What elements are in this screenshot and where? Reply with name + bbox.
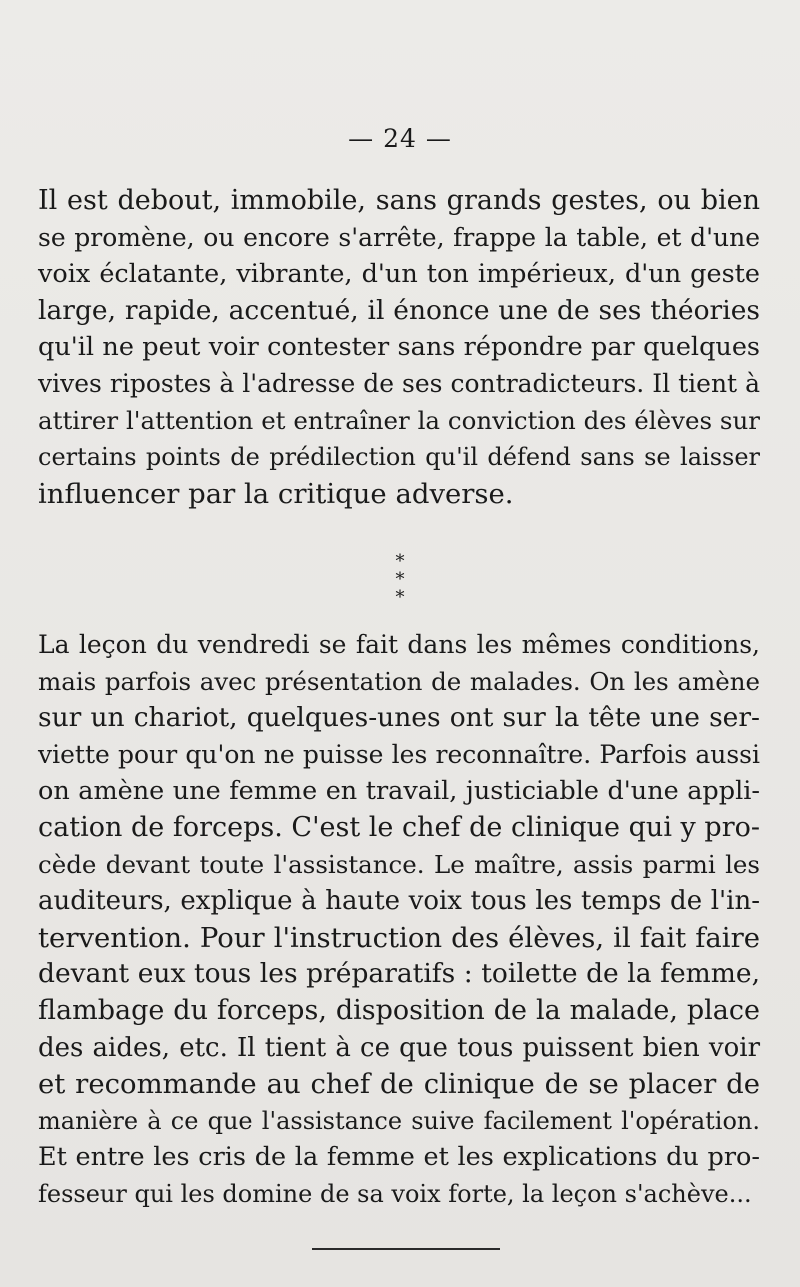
text-line: des aides, etc. Il tient à ce que tous puissent bien voir (38, 1032, 760, 1063)
text-line: devant eux tous les préparatifs : toilette de la femme, (38, 958, 760, 990)
text-line: La leçon du vendredi se fait dans les mêmes conditions, (38, 630, 760, 659)
text-line: flambage du forceps, disposition de la malade, place (38, 994, 760, 1026)
asterism-separator (370, 551, 430, 608)
text-line: se promène, ou encore s'arrête, frappe la table, et d'une (38, 222, 760, 252)
text-line: vives ripostes à l'adresse de ses contradicteurs. Il tient à (38, 368, 760, 398)
text-line: viette pour qu'on ne puisse les reconnaître. Parfois aussi (38, 739, 760, 769)
text-line: influencer par la critique adverse. (38, 477, 514, 510)
text-line: Il est debout, immobile, sans grands gestes, ou bien (38, 185, 760, 216)
text-line: et recommande au chef de clinique de se placer de (38, 1068, 760, 1101)
text-line: mais parfois avec présentation de malades. On les amène (38, 666, 760, 696)
text-line: cation de forceps. C'est le chef de clinique qui y pro- (38, 811, 760, 843)
text-line: attirer l'attention et entraîner la conviction des élèves sur (38, 405, 760, 435)
text-line: large, rapide, accentué, il énonce une de ses théories (38, 294, 760, 326)
text-line: cède devant toute l'assistance. Le maître, assis parmi les (38, 849, 760, 879)
paragraph-1 (38, 183, 760, 512)
end-rule (312, 1248, 500, 1250)
text-line: Et entre les cris de la femme et les explications du pro- (38, 1142, 760, 1173)
text-line: voix éclatante, vibrante, d'un ton impérieux, d'un geste (38, 259, 760, 290)
text-line: fesseur qui les domine de sa voix forte, la leçon s'achève... (38, 1179, 752, 1208)
asterism-top: * (395, 551, 405, 572)
text-line: on amène une femme en travail, justiciable d'une appli- (38, 776, 760, 807)
text-line: qu'il ne peut voir contester sans répondre par quelques (38, 332, 760, 363)
asterism-bottom: * * (395, 569, 415, 608)
page-number: — 24 — (348, 124, 452, 153)
text-line: sur un chariot, quelques-unes ont sur la tête une ser- (38, 702, 760, 734)
text-line: auditeurs, explique à haute voix tous les temps de l'in- (38, 886, 760, 917)
text-line: tervention. Pour l'instruction des élèves, il fait faire (38, 921, 760, 954)
text-line: manière à ce que l'assistance suive facilement l'opération. (38, 1106, 760, 1135)
text-line: certains points de prédilection qu'il défend sans se laisser (38, 443, 760, 472)
paragraph-2 (38, 627, 760, 1213)
